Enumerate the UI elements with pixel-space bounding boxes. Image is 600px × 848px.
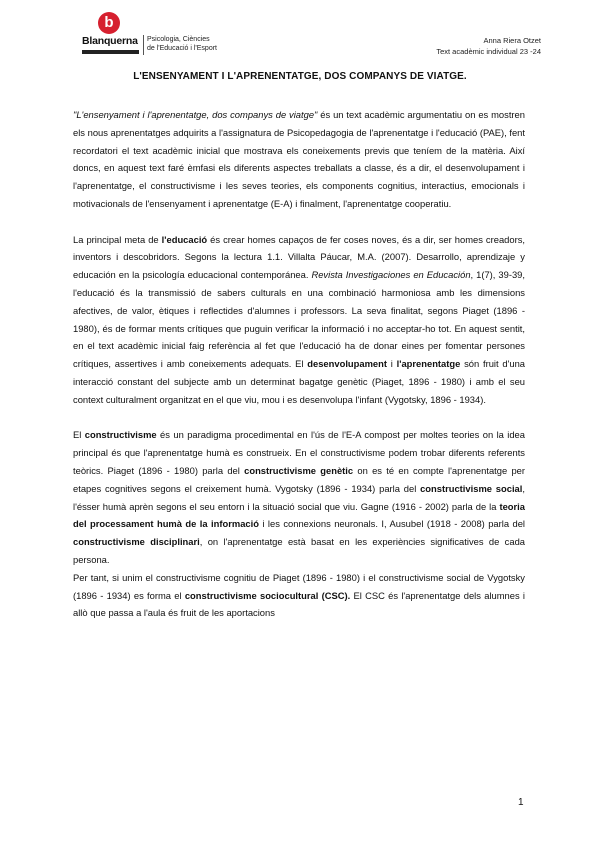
author-block — [436, 35, 541, 57]
page-number: 1 — [518, 797, 524, 808]
paragraph-constructivism: El constructivisme és un paradigma procedimental en l'ús de l'E-A compost per moltes teories on la idea principal és que l'aprenentatge humà es construeix. En el constructivisme podem trobar diferents referents teòrics. Piaget (1896 - 1980) parla del constructivisme genètic on es té en compte l'aprenentatge per etapes cognitives segons el creixement humà. Vygotsky (1896 - 1934) parla del constructivisme social, l'ésser humà aprèn segons el seu entorn i la situació social que viu. Gagne (1916 - 2002) parla de la teoria del processament humà de la informació i les connexions neuronals. I, Ausubel (1918 - 2008) parla del constructivisme disciplinari, on l'aprenentatge està basat en les experiències significatives de cada persona. — [73, 429, 526, 565]
logo-tagline-line1: Psicologia, Ciències — [147, 36, 210, 43]
document-title: L'ENSENYAMENT I L'APRENENTATGE, DOS COMPANYS DE VIATGE. — [133, 71, 467, 82]
logo-underline — [82, 50, 139, 54]
page-header — [0, 0, 600, 70]
logo-name: Blanquerna — [82, 35, 138, 47]
paragraph-intro: "L'ensenyament i l'aprenentatge, dos companys de viatge" és un text acadèmic argumentatiu on es mostren els nous aprenentatges adquirits a l'assignatura de Psicopedagogia de l'aprenentatge i l'educació (PAE), fent recordatori el text acadèmic inicial que mostrava els coneixements previs que teníem de la matèria. Així doncs, en aquest text faré èmfasi els diferents aspectes treballats a classe, és a dir, el desenvolupament i l'aprenentatge, el constructivisme i les seves teories, els components cognitius, interactius, emocionals i motivacionals de l'ensenyament i aprenentatge (E-A) i finalment, l'aprenentatge cooperatiu. — [73, 109, 525, 209]
logo-tagline-line2: de l'Educació i l'Esport — [147, 45, 217, 52]
logo-divider — [143, 35, 144, 55]
quoted-title: "L'ensenyament i l'aprenentatge, dos companys de viatge" — [73, 109, 318, 120]
document-type: Text acadèmic individual 23 -24 — [436, 47, 541, 56]
blanquerna-logo-icon: b — [98, 12, 120, 34]
paragraph-sociocultural: Per tant, si unim el constructivisme cognitiu de Piaget (1896 - 1980) i el constructivisme social de Vygotsky (1896 - 1934) es forma el constructivisme sociocultural (CSC). El CSC és l'aprenentatge dels alumnes i allò que passa a l'aula és fruit de les aportacions — [73, 571, 525, 619]
paragraph-education: La principal meta de l'educació és crear homes capaços de fer coses noves, és a dir, ser homes creadors, inventors i descobridors. Segons la lectura 1.1. Villalta Páucar, M.A. (2007). Desarrollo, aprendizaje y educación en la psicología educacional contemporánea. Revista Investigaciones en Educación, 1(7), 39-39, l'educació és la transmissió de sabers culturals en una combinació harmoniosa amb les dimensions afectives, de valor, ètiques i reflectides d'alumnes i professors. La seva finalitat, segons Piaget (1896 - 1980), és de formar ments crítiques que puguin verificar la informació i no acceptar-ho tot. En aquest sentit, en el text acadèmic inicial faig referència al fet que l'educació ha de donar eines per fomentar persones crítiques, assertives i amb coneixements adequats. El desenvolupament i l'aprenentatge són fruit d'una interacció constant del subjecte amb un determinat bagatge genètic (Piaget, 1896 - 1980) i amb el seu context culturalment organitzat en el que viu, mou i es desenvolupa l'infant (Vygotsky, 1896 - 1934). — [73, 233, 526, 405]
author-name: Anna Riera Otzet — [483, 36, 541, 45]
logo-tagline — [147, 35, 217, 53]
document-body — [73, 106, 525, 622]
